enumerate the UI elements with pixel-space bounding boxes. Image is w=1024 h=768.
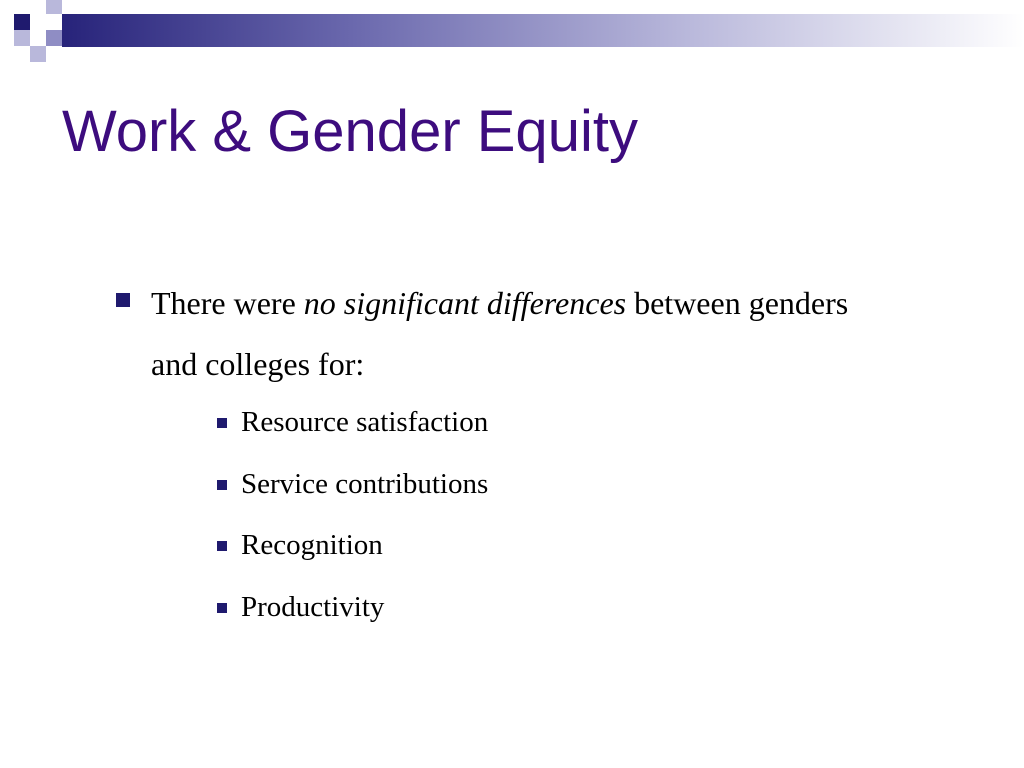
square-bullet-icon: [217, 541, 227, 551]
sub-bullet-label: Recognition: [241, 529, 383, 561]
main-bullet-text-before: There were: [151, 285, 304, 321]
main-bullet-emphasis: no significant differences: [303, 285, 627, 321]
sub-bullet-item: [217, 523, 488, 585]
decor-square: [46, 0, 62, 14]
decor-square: [46, 30, 62, 46]
decor-gradient-bar: [62, 14, 1024, 47]
main-bullet-text-after: between genders and colleges for:: [151, 285, 849, 382]
decor-square: [30, 46, 46, 62]
sub-bullet-item: [217, 585, 488, 647]
decor-square: [14, 30, 30, 46]
sub-bullet-item: [217, 462, 488, 524]
sub-bullet-item: [217, 400, 488, 462]
square-bullet-icon: [217, 418, 227, 428]
square-bullet-icon: [217, 480, 227, 490]
decor-square: [14, 14, 30, 30]
square-bullet-icon: [116, 293, 130, 307]
sub-bullet-label: Resource satisfaction: [241, 406, 489, 438]
sub-bullet-label: Productivity: [241, 590, 385, 623]
main-bullet: [116, 273, 896, 395]
main-bullet-text: [151, 273, 896, 395]
slide-title: Work & Gender Equity: [62, 99, 638, 164]
sub-bullet-list: [217, 400, 488, 646]
header-decoration: [0, 0, 1024, 70]
square-bullet-icon: [217, 603, 227, 613]
sub-bullet-label: Service contributions: [241, 467, 489, 500]
